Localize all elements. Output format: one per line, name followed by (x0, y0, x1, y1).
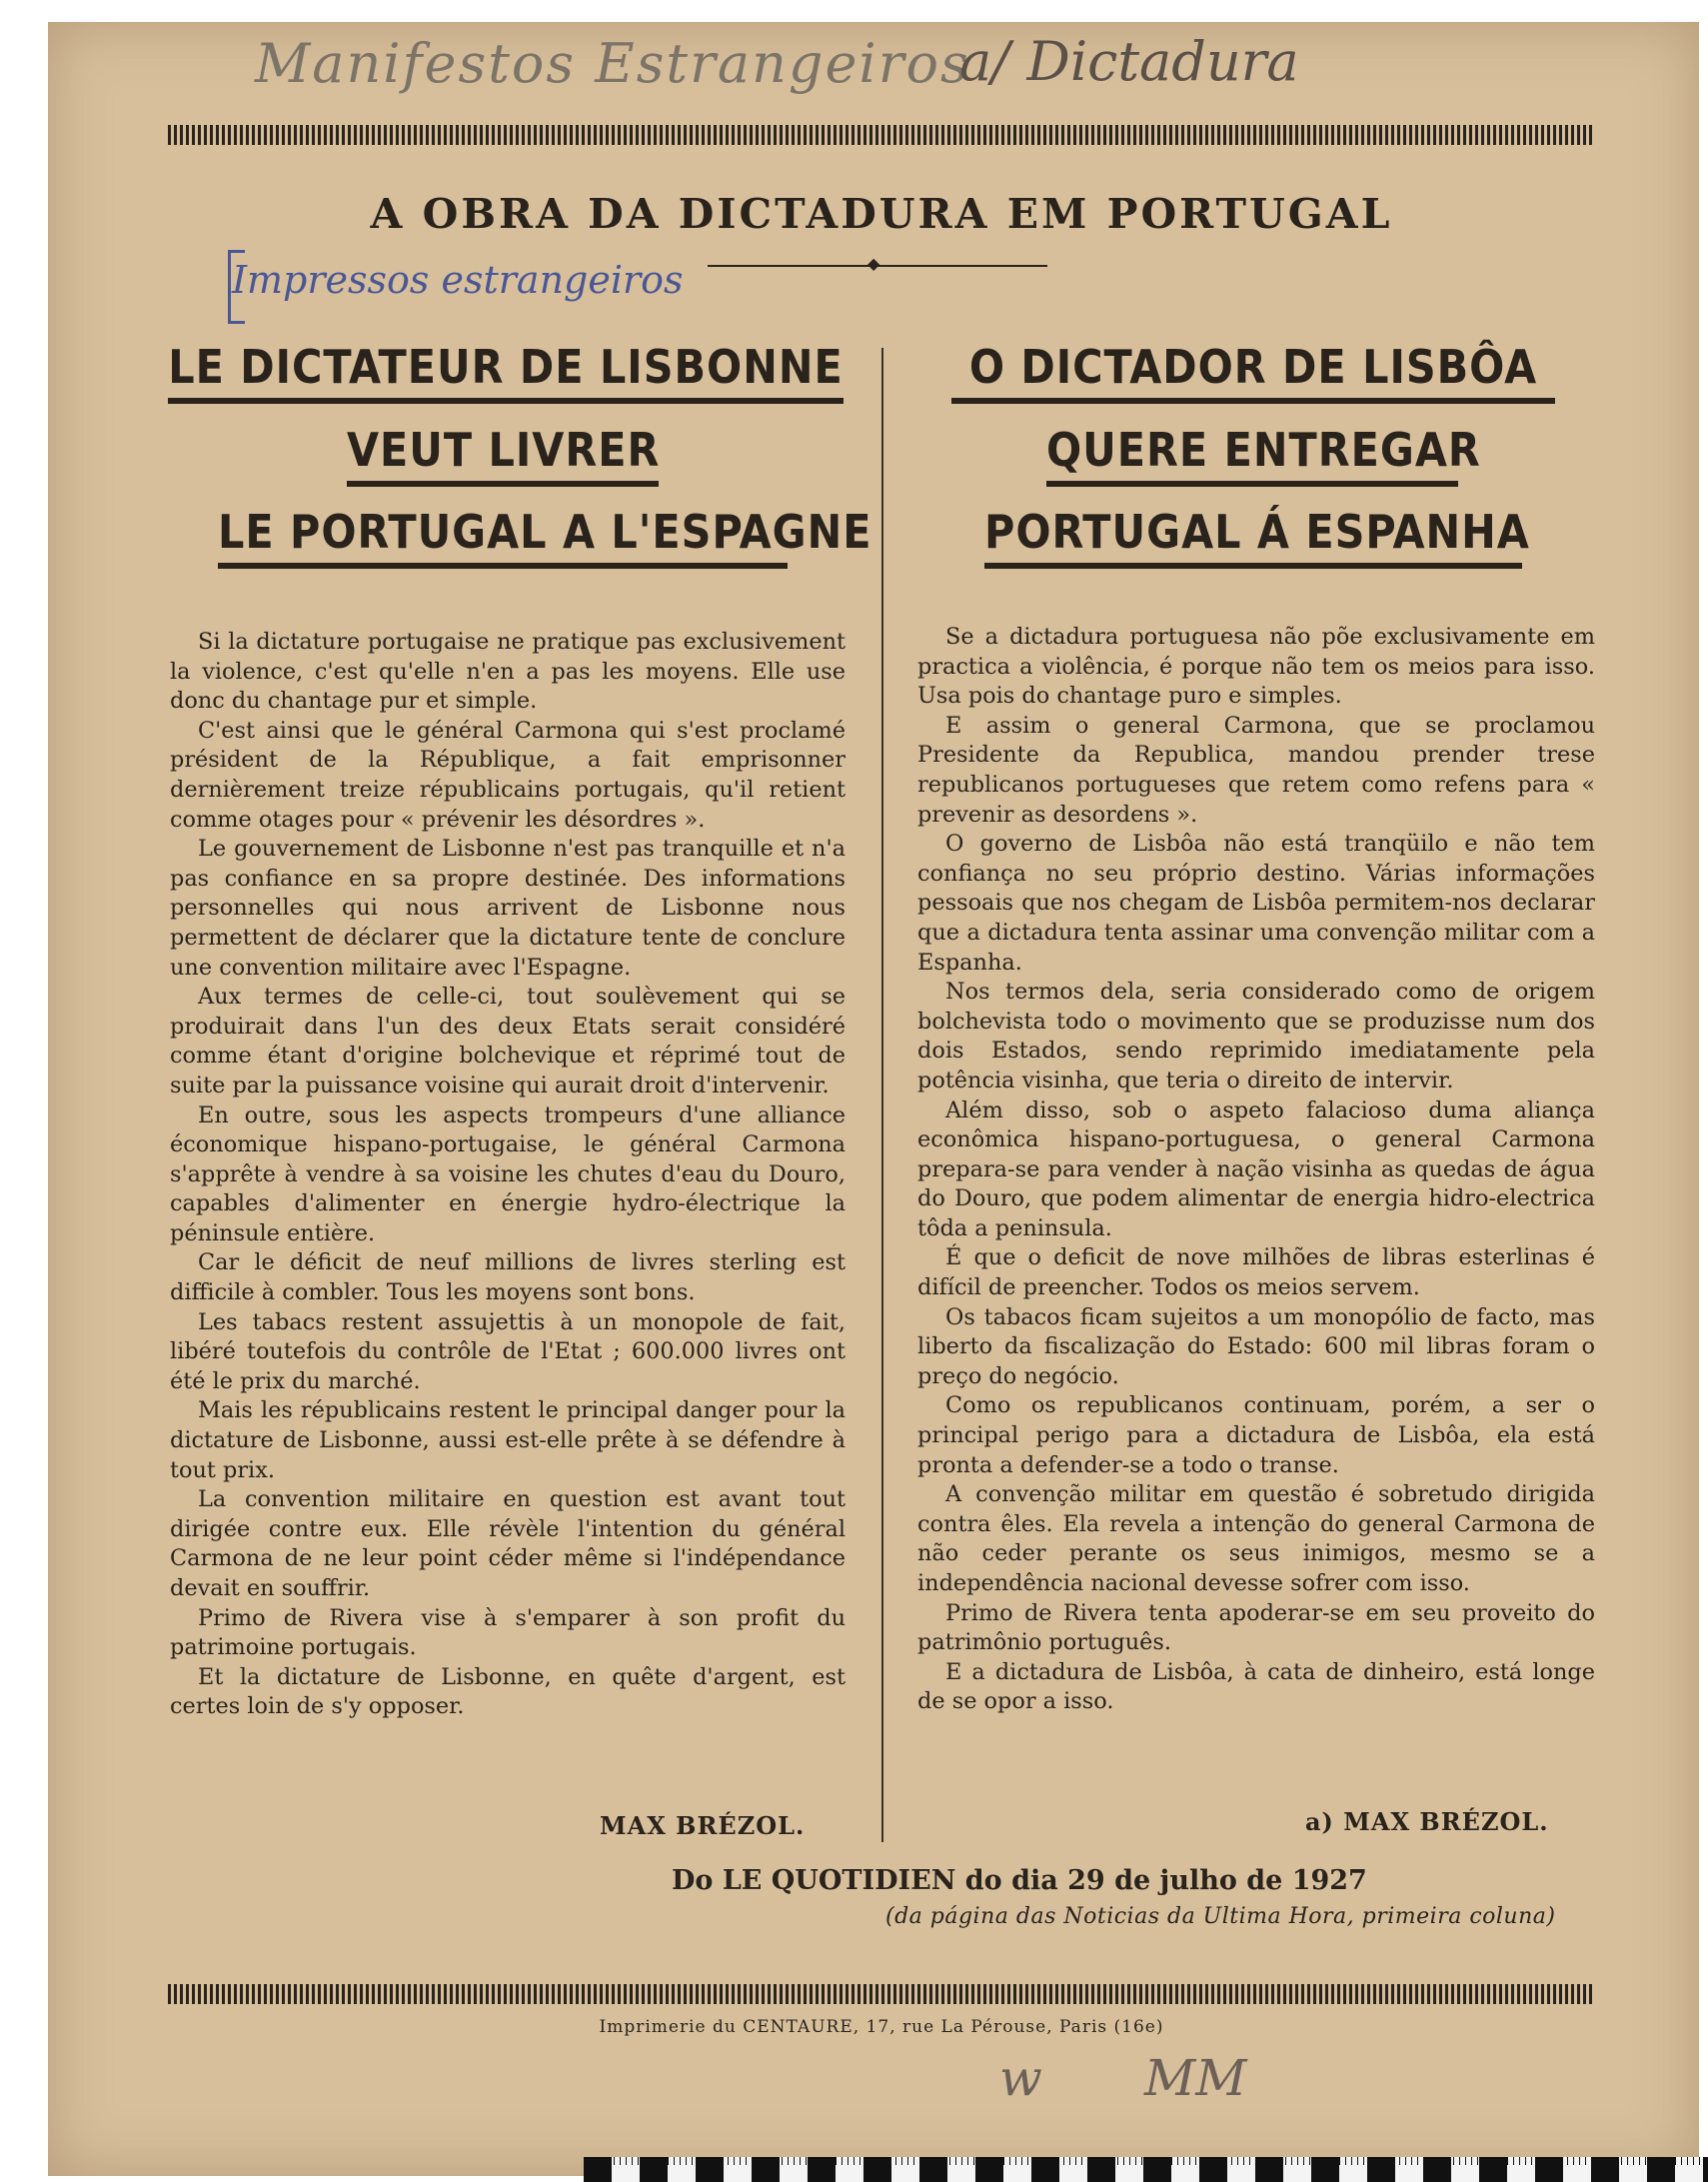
bottom-hatched-rule (168, 1984, 1595, 2004)
top-hatched-rule (168, 125, 1595, 145)
french-paragraph: Et la dictature de Lisbonne, en quête d'argent, est certes loin de s'y opposer. (170, 1663, 846, 1720)
french-article (170, 628, 846, 1722)
portuguese-paragraph: O governo de Lisbôa não está tranqüilo e não tem confiança no seu próprio destino. Várias informações pessoais que nos chegam de Lisbôa permitem-nos declarar que a dictadura tenta assinar uma convenção militar com a Espanha. (917, 831, 1595, 976)
portuguese-article (917, 623, 1595, 1717)
french-paragraph: Car le déficit de neuf millions de livres sterling est difficile à combler. Tous les moyens sont bons. (170, 1249, 846, 1306)
source-citation: Do LE QUOTIDIEN do dia 29 de julho de 1927 (672, 1865, 1367, 1896)
french-paragraph: Si la dictature portugaise ne pratique pas exclusivement la violence, c'est qu'elle n'en a pas les moyens. Elle use donc du chantage pur et simple. (170, 629, 846, 715)
handwritten-note-blue: Impressos estrangeiros (232, 258, 684, 302)
portuguese-headline-line-3: PORTUGAL Á ESPANHA (984, 505, 1522, 569)
portuguese-paragraph: Além disso, sob o aspeto falacioso duma aliança econômica hispano-portuguesa, o general Carmona prepara-se para vender à nação visinha as quedas de água do Douro, que podem alimentar de energia hidro-electrica tôda a peninsula. (917, 1096, 1595, 1241)
french-headline-line-3: LE PORTUGAL A L'ESPAGNE (218, 505, 788, 569)
french-paragraph: En outre, sous les aspects trompeurs d'une alliance économique hispano-portugaise, le général Carmona s'apprête à vendre à sa voisine les chutes d'eau du Douro, capables d'alimenter en énergie hydro-électrique la péninsule entière. (170, 1101, 846, 1246)
french-paragraph: Mais les républicains restent le principal danger pour la dictature de Lisbonne, aussi est-elle prête à se défendre à tout prix. (170, 1397, 846, 1483)
french-paragraph: Primo de Rivera vise à s'emparer à son profit du patrimoine portugais. (170, 1604, 846, 1661)
french-paragraph: La convention militaire en question est avant tout dirigée contre eux. Elle révèle l'intention du général Carmona de ne leur point céder même si l'indépendance devait en souffrir. (170, 1486, 846, 1601)
french-paragraph: Le gouvernement de Lisbonne n'est pas tranquille et n'a pas confiance en sa propre destinée. Des informations personnelles qui nous arrivent de Lisbonne nous permettent de déclarer que la dictature tente de conclure une convention militaire avec l'Espagne. (170, 836, 846, 981)
handwritten-note-top-right: a/ Dictadura (959, 30, 1299, 93)
portuguese-paragraph: Primo de Rivera tenta apoderar-se em seu proveito do patrimônio português. (917, 1599, 1595, 1656)
title-ornament (708, 262, 1047, 270)
portuguese-paragraph: E a dictadura de Lisbôa, à cata de dinheiro, está longe de se opor a isso. (917, 1658, 1595, 1715)
french-paragraph: Les tabacs restent assujettis à un monopole de fait, libéré toutefois du contrôle de l'Etat ; 600.000 livres ont été le prix du marché. (170, 1308, 846, 1394)
portuguese-paragraph: É que o deficit de nove milhões de libras esterlinas é difícil de preencher. Todos os meios servem. (917, 1244, 1595, 1301)
french-paragraph: Aux termes de celle-ci, tout soulèvement qui se produirait dans l'un des deux Etats serait considéré comme étant d'origine bolchevique et réprimé tout de suite par la puissance voisine qui aurait droit d'intervenir. (170, 984, 846, 1098)
portuguese-paragraph: Nos termos dela, seria considerado como de origem bolchevista todo o movimento que se produzisse num dos dois Estados, sendo reprimido imediatamente pela potência visinha, que teria o direito de intervir. (917, 979, 1595, 1093)
portuguese-headline-line-1: O DICTADOR DE LISBÔA (951, 340, 1555, 404)
scale-ruler (584, 2157, 1708, 2182)
column-divider (881, 348, 883, 1842)
french-signature: MAX BRÉZOL. (600, 1811, 806, 1840)
handwritten-mark-bottom-2: MM (1144, 2049, 1247, 2107)
printer-imprint: Imprimerie du CENTAURE, 17, rue La Pérouse, Paris (16e) (599, 2017, 1164, 2037)
portuguese-paragraph: Se a dictadura portuguesa não põe exclusivamente em practica a violência, é porque não tem os meios para isso. Usa pois do chantage puro e simples. (917, 624, 1595, 710)
portuguese-paragraph: Os tabacos ficam sujeitos a um monopólio de facto, mas liberto da fiscalização do Estado: 600 mil libras foram o preço do negócio. (917, 1303, 1595, 1389)
french-paragraph: C'est ainsi que le général Carmona qui s'est proclamé président de la République, a fait emprisonner dernièrement treize républicains portugais, qu'il retient comme otages pour « prévenir les désordres ». (170, 717, 846, 833)
portuguese-signature: a) MAX BRÉZOL. (1305, 1807, 1549, 1836)
portuguese-paragraph: A convenção militar em questão é sobretudo dirigida contra êles. Ela revela a intenção do general Carmona de não ceder perante os seus inimigos, mesmo se a independência nacional devesse sofrer com isso. (917, 1481, 1595, 1596)
portuguese-headline-line-2: QUERE ENTREGAR (1046, 423, 1458, 487)
source-note: (da página das Noticias da Ultima Hora, primeira coluna) (885, 1904, 1556, 1929)
french-headline-line-2: VEUT LIVRER (347, 423, 659, 487)
handwritten-note-top-left: Manifestos Estrangeiros (255, 32, 970, 95)
french-headline-line-1: LE DICTATEUR DE LISBONNE (168, 340, 844, 404)
portuguese-paragraph: E assim o general Carmona, que se proclamou Presidente da Republica, mandou prender trese republicanos portugueses que retem como refens para « prevenir as desordens ». (917, 712, 1595, 828)
handwritten-mark-bottom-1: w (999, 2049, 1042, 2107)
main-title: A OBRA DA DICTADURA EM PORTUGAL (370, 190, 1393, 238)
portuguese-paragraph: Como os republicanos continuam, porém, a ser o principal perigo para a dictadura de Lisbôa, ela está pronta a defender-se a todo o transe. (917, 1392, 1595, 1478)
